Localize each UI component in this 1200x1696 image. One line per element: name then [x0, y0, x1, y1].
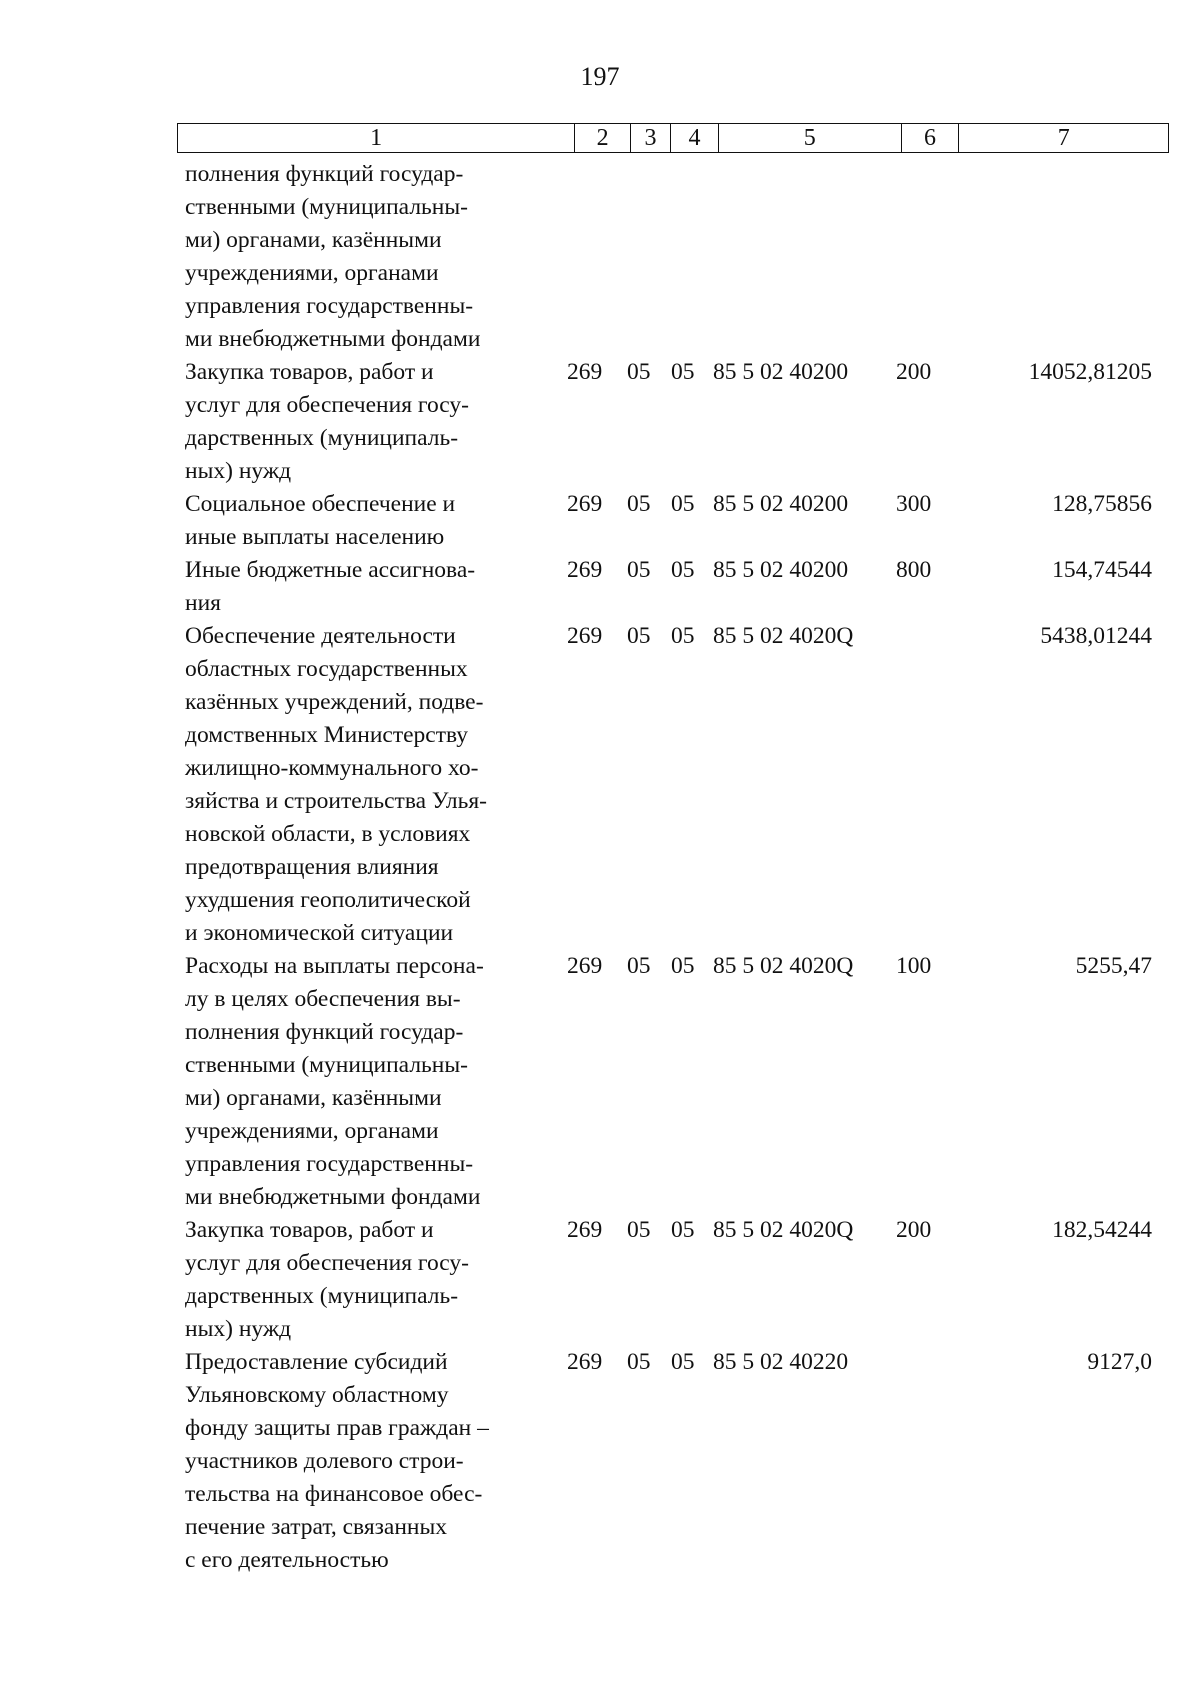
row-codes	[567, 1346, 956, 1379]
target-code: 85 5 02 4020Q	[713, 953, 854, 979]
row-description: Обеспечение деятельности областных государственных казённых учреждений, подве- домственных Министерству жилищно-коммунального хо- зяйства и строительства Улья- новской области, в условиях предотвращения влияния ухудшения геополитической и экономической ситуации	[185, 623, 487, 946]
target-code: 85 5 02 40200	[713, 359, 849, 385]
row-description: полнения функций государ- ственными (муниципальны- ми) органами, казёнными учреждениями, органами управления государственны- ми внебюджетными фондами	[185, 161, 481, 352]
row-codes	[567, 488, 956, 521]
expense-type-code: 100	[896, 953, 932, 979]
section-code: 05	[627, 1217, 651, 1243]
row-amount: 154,74544	[1052, 557, 1152, 583]
row-amount: 5255,47	[1075, 953, 1152, 979]
row-codes	[567, 620, 956, 653]
table-row	[185, 1214, 1185, 1346]
page-number: 197	[580, 62, 620, 91]
row-codes	[567, 554, 956, 587]
table-row	[185, 488, 1185, 554]
header-col-2: 2	[575, 124, 631, 152]
section-code: 05	[627, 359, 651, 385]
table-row	[185, 356, 1185, 488]
header-col-7: 7	[1057, 125, 1070, 151]
row-description: Предоставление субсидий Ульяновскому областному фонду защиты прав граждан – участников долевого строи- тельства на финансовое обес- печение затрат, связанных с его деятельностью	[185, 1349, 489, 1573]
row-amount: 182,54244	[1052, 1217, 1152, 1243]
row-description: Расходы на выплаты персона- лу в целях обеспечения вы- полнения функций государ- ственными (муниципальны- ми) органами, казёнными учреждениями, органами управления государственны- ми внебюджетными фондами	[185, 953, 484, 1210]
target-code: 85 5 02 40200	[713, 557, 849, 583]
row-amount: 5438,01244	[1040, 623, 1152, 649]
section-code: 05	[627, 491, 651, 517]
header-col-4: 4	[671, 124, 719, 152]
subsection-code: 05	[671, 953, 695, 979]
row-description: Закупка товаров, работ и услуг для обеспечения госу- дарственных (муниципаль- ных) нужд	[185, 359, 469, 484]
row-codes	[567, 356, 956, 389]
table-row	[185, 620, 1185, 950]
section-code: 05	[627, 953, 651, 979]
table-row	[185, 158, 1185, 356]
expense-type-code	[896, 1346, 956, 1379]
admin-code: 269	[567, 953, 603, 979]
row-description: Социальное обеспечение и иные выплаты населению	[185, 491, 456, 550]
header-col-3: 3	[631, 124, 671, 152]
admin-code: 269	[567, 491, 603, 517]
section-code: 05	[627, 557, 651, 583]
row-amount: 128,75856	[1052, 491, 1152, 517]
row-description: Закупка товаров, работ и услуг для обеспечения госу- дарственных (муниципаль- ных) нужд	[185, 1217, 469, 1342]
admin-code: 269	[567, 359, 603, 385]
expense-type-code: 300	[896, 491, 932, 517]
header-col-1: 1	[178, 124, 575, 152]
subsection-code: 05	[671, 1217, 695, 1243]
admin-code: 269	[567, 1217, 603, 1243]
admin-code: 269	[567, 623, 603, 649]
row-description: Иные бюджетные ассигнова- ния	[185, 557, 476, 616]
expense-type-code: 200	[896, 1217, 932, 1243]
expense-type-code: 800	[896, 557, 932, 583]
table-row	[185, 554, 1185, 620]
target-code: 85 5 02 40220	[713, 1349, 849, 1375]
subsection-code: 05	[671, 623, 695, 649]
section-code: 05	[627, 623, 651, 649]
row-amount: 14052,81205	[1028, 359, 1152, 385]
admin-code: 269	[567, 1349, 603, 1375]
admin-code: 269	[567, 557, 603, 583]
row-codes	[567, 1214, 956, 1247]
subsection-code: 05	[671, 359, 695, 385]
table-row	[185, 1346, 1185, 1577]
table-body	[185, 158, 1185, 1577]
header-col-5: 5	[719, 124, 902, 152]
subsection-code: 05	[671, 1349, 695, 1375]
section-code: 05	[627, 1349, 651, 1375]
subsection-code: 05	[671, 557, 695, 583]
table-row	[185, 950, 1185, 1214]
row-amount: 9127,0	[1087, 1349, 1152, 1375]
row-codes	[567, 950, 956, 983]
table-header	[177, 123, 1169, 153]
header-col-6: 6	[902, 124, 960, 152]
target-code: 85 5 02 4020Q	[713, 623, 854, 649]
expense-type-code	[896, 620, 956, 653]
target-code: 85 5 02 40200	[713, 491, 849, 517]
target-code: 85 5 02 4020Q	[713, 1217, 854, 1243]
expense-type-code: 200	[896, 359, 932, 385]
subsection-code: 05	[671, 491, 695, 517]
